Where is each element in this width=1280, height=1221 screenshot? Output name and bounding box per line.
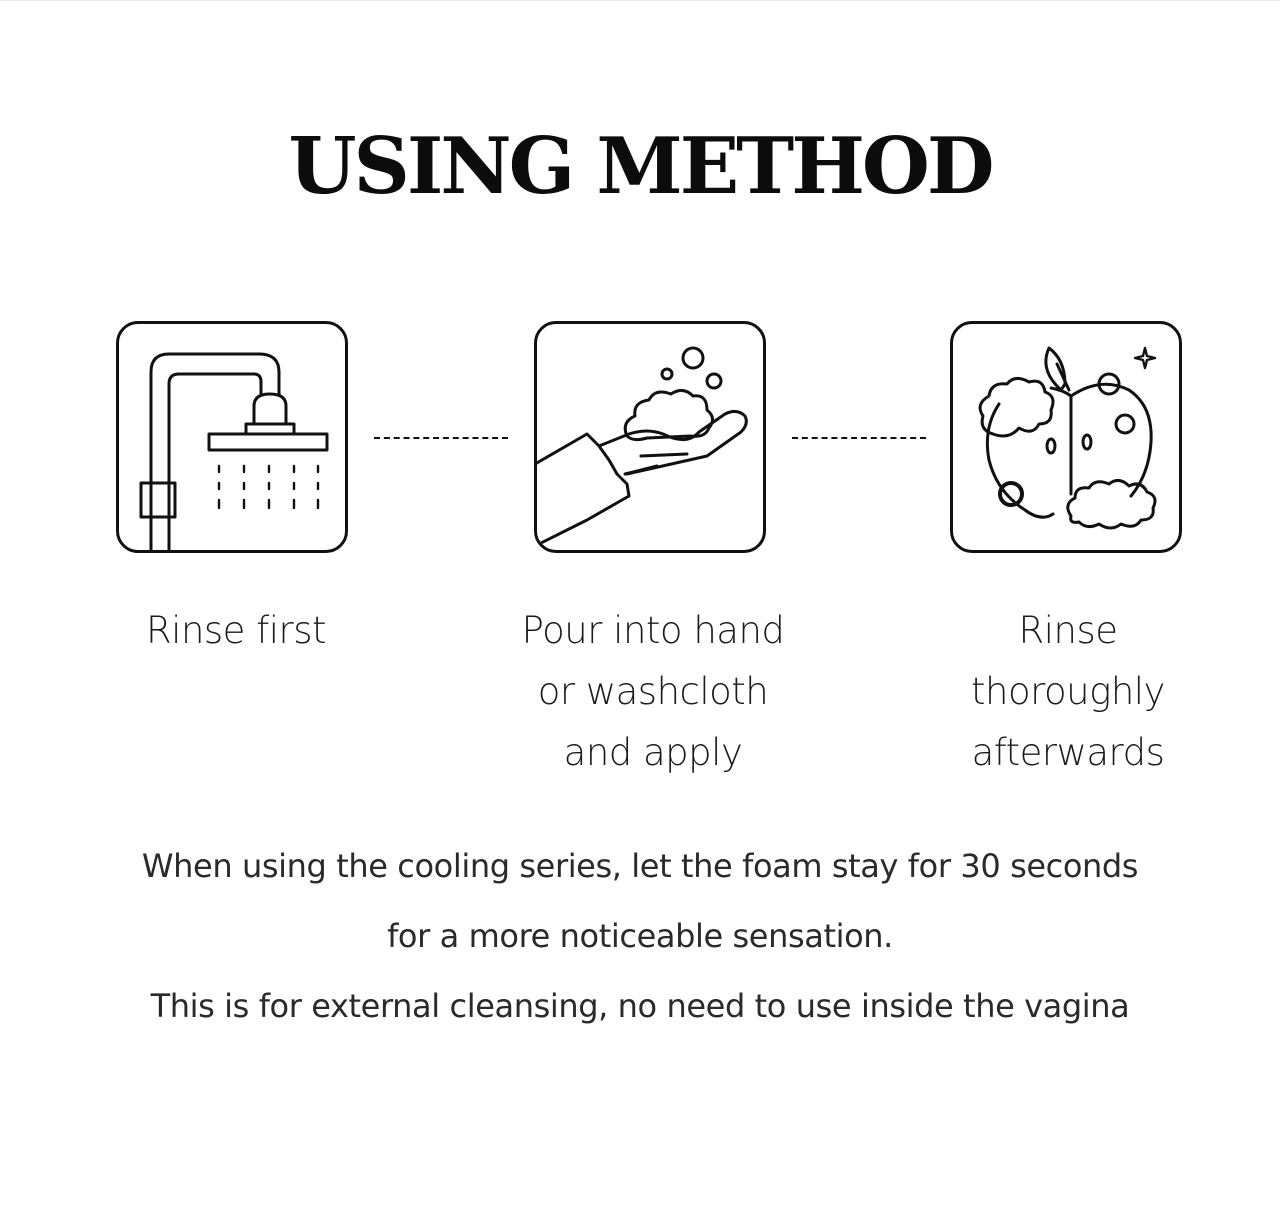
step-1-icon-box: [116, 321, 348, 553]
step-3-label: [950, 600, 1186, 783]
step-3-label-line: thoroughly: [971, 670, 1165, 713]
usage-note-1: When using the cooling series, let the foam stay for 30 seconds: [141, 847, 1139, 885]
usage-note-2: for a more noticeable sensation.: [387, 917, 893, 955]
step-2-label-line: and apply: [563, 731, 743, 774]
step-3-label-line: afterwards: [971, 731, 1165, 774]
step-connector-1: [374, 437, 508, 439]
step-3-icon-box: [950, 321, 1182, 553]
step-2-label: [518, 600, 788, 783]
step-connector-2: [792, 437, 926, 439]
page-title: USING METHOD: [288, 121, 992, 212]
step-2-label-line: Pour into hand: [521, 609, 785, 652]
shower-icon: [119, 324, 345, 550]
top-divider: [0, 0, 1280, 1]
clean-apple-icon: [953, 324, 1179, 550]
step-1-label: [116, 600, 356, 661]
step-2-label-line: or washcloth: [537, 670, 769, 713]
step-1-label-line: Rinse first: [145, 609, 327, 652]
step-2-icon-box: [534, 321, 766, 553]
step-3-label-line: Rinse: [1018, 609, 1118, 652]
soap-hand-icon: [537, 324, 763, 550]
usage-note-3: This is for external cleansing, no need to use inside the vagina: [150, 987, 1130, 1025]
